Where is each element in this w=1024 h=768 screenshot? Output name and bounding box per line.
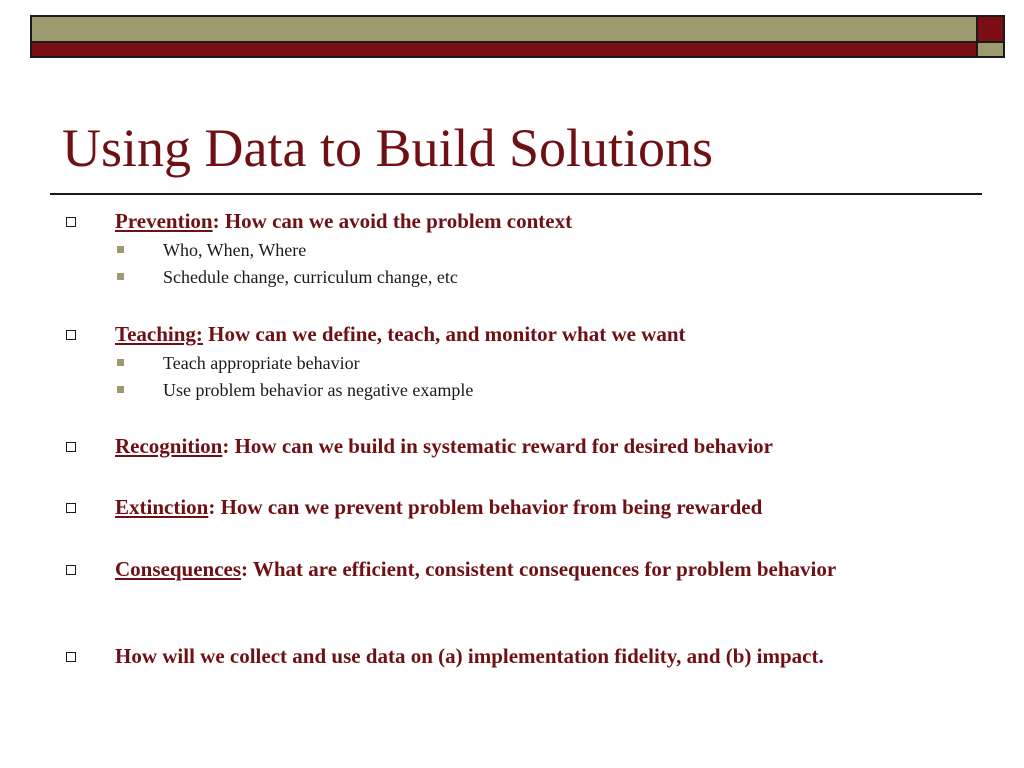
filled-square-icon [117, 359, 124, 366]
sub-bullet-text: Who, When, Where [163, 240, 307, 260]
hollow-square-icon [66, 217, 76, 227]
bullet-text: How can we define, teach, and monitor what we want [202, 322, 686, 346]
bullet-recognition [115, 434, 985, 458]
slide-title: Using Data to Build Solutions [62, 118, 714, 178]
bullet-prevention [115, 209, 985, 233]
hollow-square-icon [66, 330, 76, 340]
sub-bullet-negative-example [163, 379, 473, 401]
bullet-text: : How can we prevent problem behavior from being rewarded [208, 495, 763, 519]
hollow-square-icon [66, 565, 76, 575]
sub-bullet-teach-appropriate [163, 352, 360, 374]
sub-bullet-who-when-where [163, 239, 306, 261]
bullet-lead: Teaching: [115, 322, 203, 346]
filled-square-icon [117, 273, 124, 280]
bullet-lead: Consequences [115, 557, 242, 581]
bullet-text: : How can we build in systematic reward for desired behavior [222, 434, 773, 458]
bullet-text: : What are efficient, consistent consequences for problem behavior [241, 557, 837, 581]
bullet-lead: Extinction [115, 495, 209, 519]
bullet-teaching [115, 322, 985, 346]
header-band-maroon [30, 41, 978, 58]
hollow-square-icon [66, 503, 76, 513]
header-corner-square-olive [976, 41, 1005, 58]
bullet-text: How will we collect and use data on (a) implementation fidelity, and (b) impact. [115, 644, 824, 668]
sub-bullet-text: Use problem behavior as negative example [163, 380, 474, 400]
bullet-lead: Prevention [115, 209, 213, 233]
bullet-text: : How can we avoid the problem context [212, 209, 573, 233]
header-corner-square-maroon [976, 15, 1005, 43]
title-divider [50, 193, 982, 195]
filled-square-icon [117, 386, 124, 393]
bullet-consequences [115, 557, 915, 581]
bullet-data-collection [115, 644, 915, 668]
sub-bullet-text: Teach appropriate behavior [163, 353, 360, 373]
hollow-square-icon [66, 442, 76, 452]
filled-square-icon [117, 246, 124, 253]
bullet-extinction [115, 495, 985, 519]
bullet-lead: Recognition [115, 434, 223, 458]
sub-bullet-schedule-change [163, 266, 458, 288]
sub-bullet-text: Schedule change, curriculum change, etc [163, 267, 458, 287]
header-band-olive [30, 15, 978, 43]
hollow-square-icon [66, 652, 76, 662]
